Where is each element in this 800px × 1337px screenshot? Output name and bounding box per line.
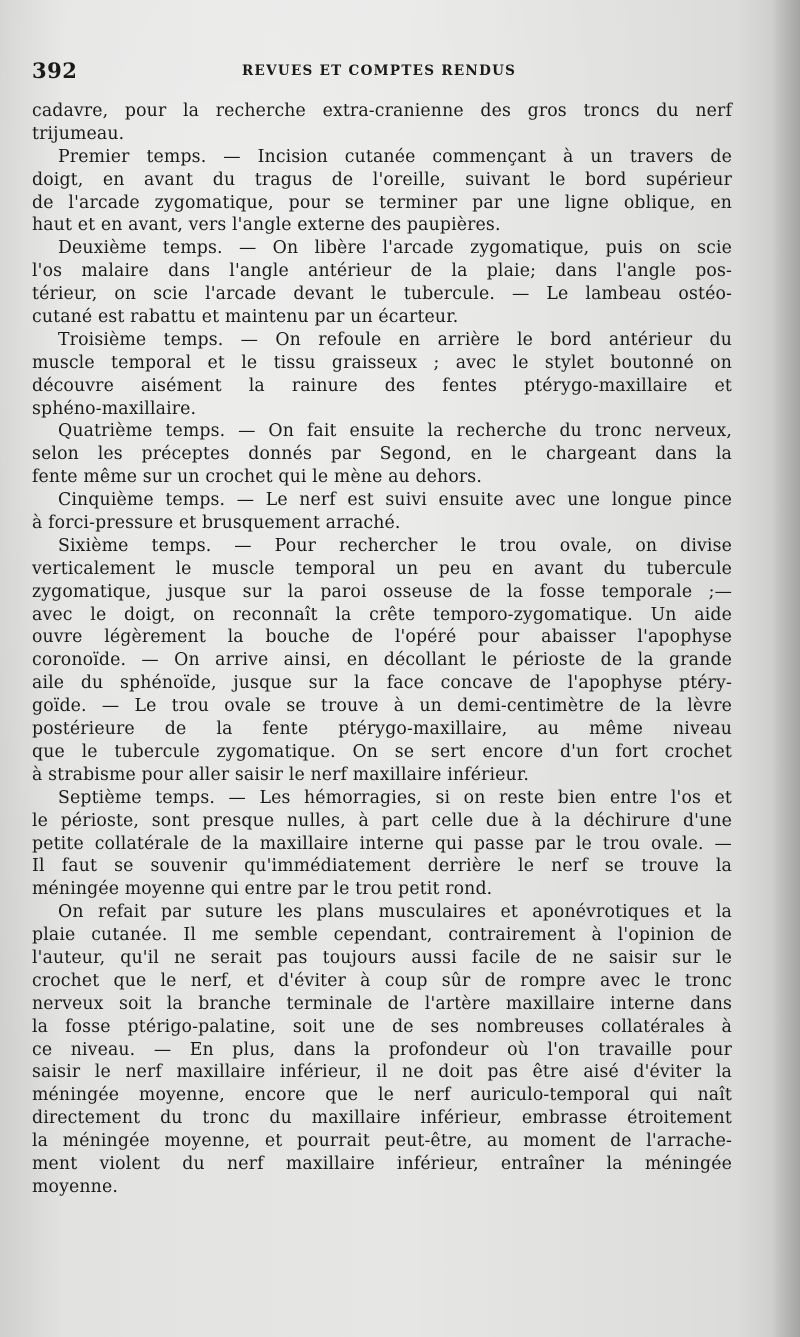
page-edge-shadow <box>772 0 800 1337</box>
text-line: muscle temporal et le tissu graisseux ; avec le stylet boutonné on <box>32 352 732 373</box>
text-line: petite collatérale de la maxillaire interne qui passe par le trou ovale. — <box>32 833 732 854</box>
text-line: la fosse ptérigo-palatine, soit une de ses nombreuses collatérales à <box>32 1016 732 1037</box>
text-line: cutané est rabattu et maintenu par un écarteur. <box>32 307 459 328</box>
text-line: ment violent du nerf maxillaire inférieur, entraîner la méningée <box>32 1153 732 1174</box>
text-line: de l'arcade zygomatique, pour se terminer par une ligne oblique, en <box>32 192 732 213</box>
text-line: méningée moyenne qui entre par le trou petit rond. <box>32 879 493 900</box>
text-line: Il faut se souvenir qu'immédiatement derrière le nerf se trouve la <box>32 856 732 877</box>
text-line: à forci-pressure et brusquement arraché. <box>32 513 401 534</box>
text-line: selon les préceptes donnés par Segond, en le chargeant dans la <box>32 444 732 465</box>
text-line: haut et en avant, vers l'angle externe des paupières. <box>32 215 501 236</box>
text-line: ce niveau. — En plus, dans la profondeur où l'on travaille pour <box>32 1039 732 1060</box>
text-line: ouvre légèrement la bouche de l'opéré pour abaisser l'apophyse <box>32 627 732 648</box>
text-line: sphéno-maxillaire. <box>32 398 197 419</box>
text-line: à strabisme pour aller saisir le nerf maxillaire inférieur. <box>32 764 529 785</box>
text-line: avec le doigt, on reconnaît la crête temporo-zygomatique. Un aide <box>32 604 732 625</box>
text-line: l'os malaire dans l'angle antérieur de la plaie; dans l'angle pos- <box>32 261 732 282</box>
text-line: découvre aisément la rainure des fentes ptérygo-maxillaire et <box>32 375 732 396</box>
text-line: doigt, en avant du tragus de l'oreille, suivant le bord supérieur <box>32 169 732 190</box>
text-line: goïde. — Le trou ovale se trouve à un demi-centimètre de la lèvre <box>32 696 732 717</box>
text-line: postérieure de la fente ptérygo-maxillaire, au même niveau <box>32 719 732 740</box>
text-line: coronoïde. — On arrive ainsi, en décollant le périoste de la grande <box>32 650 732 671</box>
text-line: saisir le nerf maxillaire inférieur, il ne doit pas être aisé d'éviter la <box>32 1062 732 1083</box>
text-line: l'auteur, qu'il ne serait pas toujours aussi facile de ne saisir sur le <box>32 947 732 968</box>
body-text <box>32 100 732 1199</box>
text-line: Troisième temps. — On refoule en arrière le bord antérieur du <box>58 329 732 350</box>
text-line: directement du tronc du maxillaire inférieur, embrasse étroitement <box>32 1108 732 1129</box>
text-line: fente même sur un crochet qui le mène au dehors. <box>32 467 482 488</box>
text-line: trijumeau. <box>32 123 125 144</box>
text-line: nerveux soit la branche terminale de l'artère maxillaire interne dans <box>32 993 732 1014</box>
text-line: Quatrième temps. — On fait ensuite la recherche du tronc nerveux, <box>58 421 732 442</box>
text-line: la méningée moyenne, et pourrait peut-être, au moment de l'arrache- <box>32 1131 732 1152</box>
text-line: Sixième temps. — Pour rechercher le trou ovale, on divise <box>58 535 732 556</box>
text-line: cadavre, pour la recherche extra-cranienne des gros troncs du nerf <box>32 101 732 121</box>
text-line: Septième temps. — Les hémorragies, si on reste bien entre l'os et <box>58 787 732 808</box>
text-line: zygomatique, jusque sur la paroi osseuse de la fosse temporale ;— <box>32 581 732 602</box>
text-line: que le tubercule zygomatique. On se sert encore d'un fort crochet <box>32 741 732 762</box>
text-line: Premier temps. — Incision cutanée commençant à un travers de <box>58 146 732 167</box>
text-line: moyenne. <box>32 1176 118 1197</box>
text-line: Cinquième temps. — Le nerf est suivi ensuite avec une longue pince <box>58 490 732 511</box>
text-line: méningée moyenne, encore que le nerf auriculo-temporal qui naît <box>32 1085 732 1106</box>
page-number: 392 <box>32 58 78 83</box>
text-line: plaie cutanée. Il me semble cependant, contrairement à l'opinion de <box>32 925 732 946</box>
text-line: crochet que le nerf, et d'éviter à coup sûr de rompre avec le tronc <box>32 970 732 991</box>
text-line: aile du sphénoïde, jusque sur la face concave de l'apophyse ptéry- <box>32 673 732 694</box>
text-line: Deuxième temps. — On libère l'arcade zygomatique, puis on scie <box>58 238 732 259</box>
text-line: le périoste, sont presque nulles, à part celle due à la déchirure d'une <box>32 810 732 831</box>
page-header <box>32 58 732 88</box>
text-line: verticalement le muscle temporal un peu en avant du tubercule <box>32 558 732 579</box>
text-line: On refait par suture les plans musculaires et aponévrotiques et la <box>58 902 732 923</box>
text-line: térieur, on scie l'arcade devant le tubercule. — Le lambeau ostéo- <box>32 284 732 305</box>
running-head: REVUES ET COMPTES RENDUS <box>242 63 517 79</box>
